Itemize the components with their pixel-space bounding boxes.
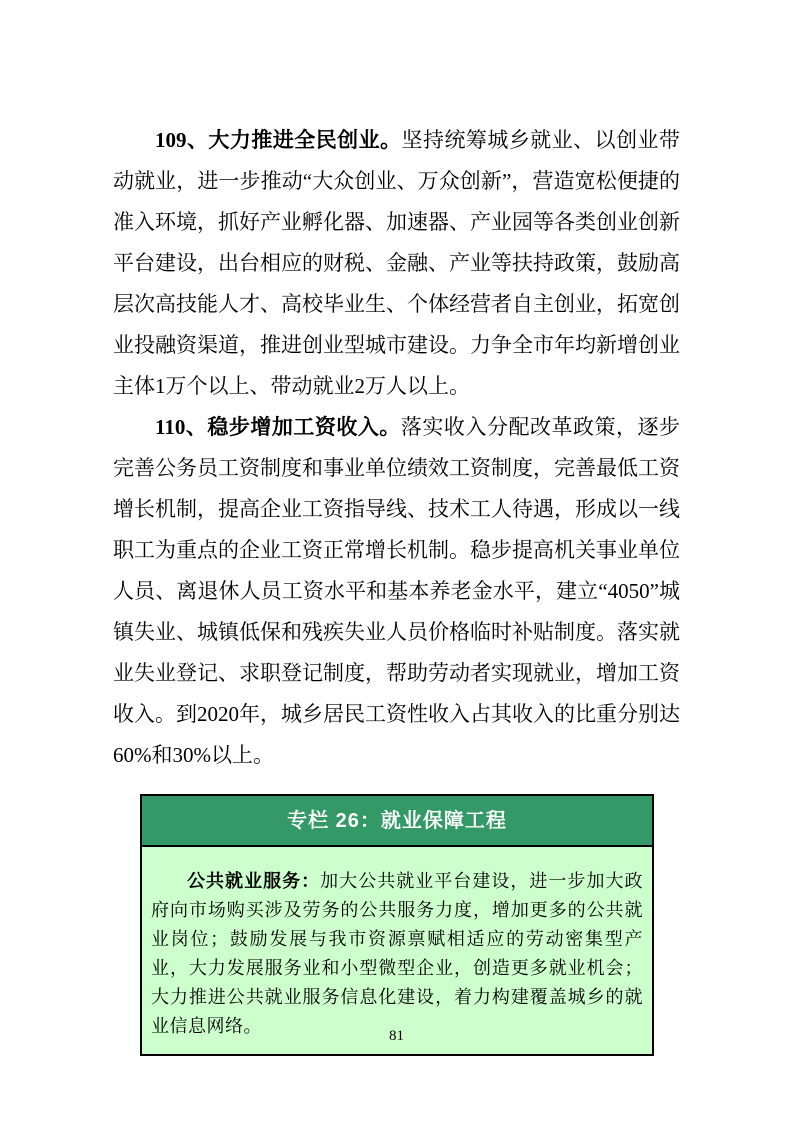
- paragraph-109-body: 坚持统筹城乡就业、以创业带动就业，进一步推动“大众创业、万众创新”，营造宽松便捷的准入环境，抓好产业孵化器、加速器、产业园等各类创业创新平台建设，出台相应的财税、金融、产业等扶持政策，鼓励高层次高技能人才、高校毕业生、个体经营者自主创业，拓宽创业投融资渠道，推进创业型城市建设。力争全市年均新增创业主体1万个以上、带动就业2万人以上。: [113, 128, 681, 398]
- paragraph-110-body: 落实收入分配改革政策，逐步完善公务员工资制度和事业单位绩效工资制度，完善最低工资增长机制，提高企业工资指导线、技术工人待遇，形成以一线职工为重点的企业工资正常增长机制。稳步提高机关事业单位人员、离退休人员工资水平和基本养老金水平，建立“4050”城镇失业、城镇低保和残疾失业人员价格临时补贴制度。落实就业失业登记、求职登记制度，帮助劳动者实现就业，增加工资收入。到2020年，城乡居民工资性收入占其收入的比重分别达60%和30%以上。: [113, 415, 681, 767]
- callout-text: 加大公共就业平台建设，进一步加大政府向市场购买涉及劳务的公共服务力度，增加更多的公共就业岗位；鼓励发展与我市资源禀赋相适应的劳动密集型产业，大力发展服务业和小型微型企业，创造更多就业机会；大力推进公共就业服务信息化建设，着力构建覆盖城乡的就业信息网络。: [151, 871, 644, 1036]
- callout-box: [140, 794, 654, 1056]
- paragraph-109-heading: 109、大力推进全民创业。: [155, 128, 402, 152]
- paragraph-109: [113, 120, 680, 407]
- callout-header: 专栏 26：就业保障工程: [142, 796, 652, 847]
- page-number: 81: [389, 1028, 404, 1044]
- callout-body: [142, 847, 652, 1054]
- paragraph-110-heading: 110、稳步增加工资收入。: [155, 415, 401, 439]
- page-content: [113, 120, 680, 1056]
- callout-lead: 公共就业服务：: [187, 871, 321, 891]
- paragraph-110: [113, 407, 680, 776]
